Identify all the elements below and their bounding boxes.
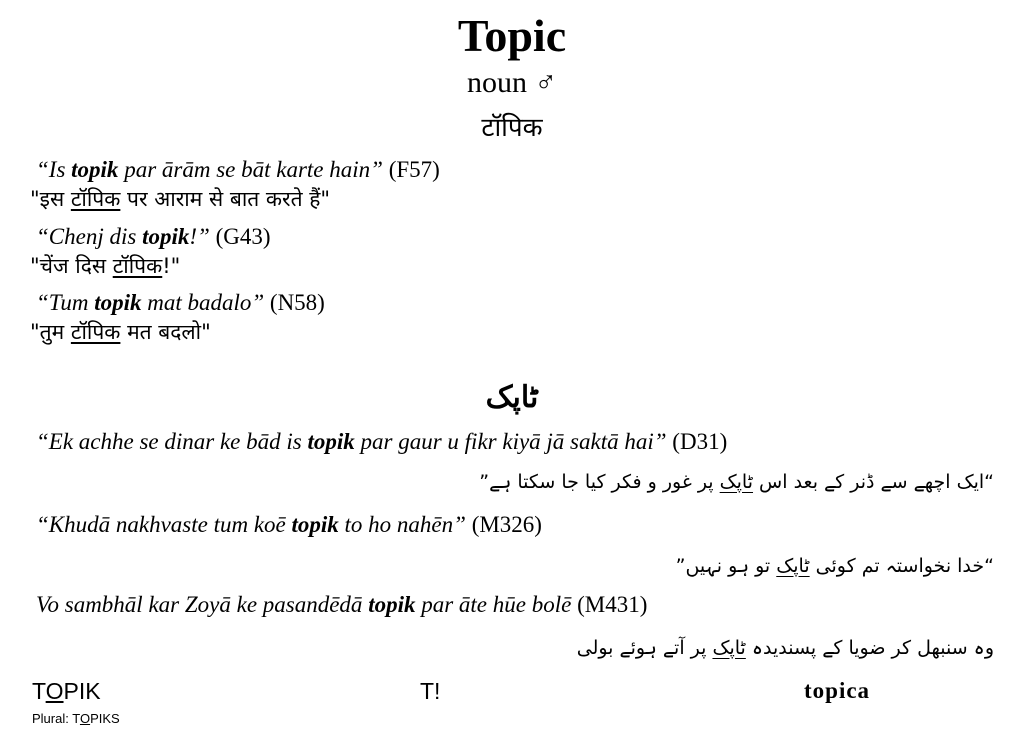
- example-devanagari-1: "इस टॉपिक पर आराम से बात करते हैं": [30, 187, 331, 211]
- reference-code: (F57): [382, 157, 440, 182]
- plural-form: Plural: TOPIKS: [32, 711, 120, 726]
- keyword: टॉपिक: [70, 320, 121, 344]
- example-devanagari-3: "तुम टॉपिक मत बदलो": [30, 320, 211, 344]
- keyword: topik: [94, 290, 142, 315]
- keyword: topik: [71, 157, 119, 182]
- reference-code: (M326): [465, 512, 542, 537]
- keyword: ٹاپک: [712, 637, 746, 659]
- reference-code: (N58): [264, 290, 325, 315]
- keyword: ٹاپک: [719, 471, 754, 493]
- example-romanized-4: “Ek achhe se dinar ke bād is topik par gaur u fikr kiyā jā saktā hai” (D31): [36, 429, 728, 454]
- example-urdu-3: وہ سنبھل کر ضویا کے پسندیدہ ٹاپک پر آتے ہوئے بولی: [576, 637, 994, 659]
- example-romanized-3: “Tum topik mat badalo” (N58): [36, 290, 325, 315]
- keyword: topik: [307, 429, 355, 454]
- keyword: ٹاپک: [776, 555, 810, 577]
- example-romanized-6: Vo sambhāl kar Zoyā ke pasandēdā topik par āte hūe bolē (M431): [36, 592, 648, 617]
- keyword: topik: [142, 224, 190, 249]
- example-romanized-2: “Chenj dis topik!” (G43): [36, 224, 271, 249]
- example-urdu-1: “ایک اچھے سے ڈنر کے بعد اس ٹاپک پر غور و فکر کیا جا سکتا ہے”: [479, 471, 994, 493]
- example-romanized-5: “Khudā nakhvaste tum koē topik to ho nahēn” (M326): [36, 512, 542, 537]
- part-of-speech: noun ♂: [467, 66, 557, 99]
- example-devanagari-2: "चेंज दिस टॉपिक!": [30, 254, 181, 278]
- footer-right-label: topica: [804, 678, 871, 703]
- urdu-headword: ٹاپک: [485, 381, 539, 414]
- keyword: topik: [291, 512, 339, 537]
- keyword: topik: [368, 592, 416, 617]
- reference-code: (D31): [666, 429, 728, 454]
- code-word: TOPIK: [32, 678, 101, 704]
- reference-code: (M431): [571, 592, 648, 617]
- example-urdu-2: “خدا نخواستہ تم کوئی ٹاپک تو ہو نہیں”: [675, 555, 994, 577]
- headword: Topic: [457, 10, 567, 61]
- reference-code: (G43): [209, 224, 271, 249]
- keyword: टॉपिक: [70, 187, 121, 211]
- footer-middle-label: T!: [420, 678, 441, 704]
- hindi-headword: टॉपिक: [481, 113, 543, 143]
- keyword: टॉपिक: [112, 254, 163, 278]
- example-romanized-1: “Is topik par ārām se bāt karte hain” (F57): [36, 157, 440, 182]
